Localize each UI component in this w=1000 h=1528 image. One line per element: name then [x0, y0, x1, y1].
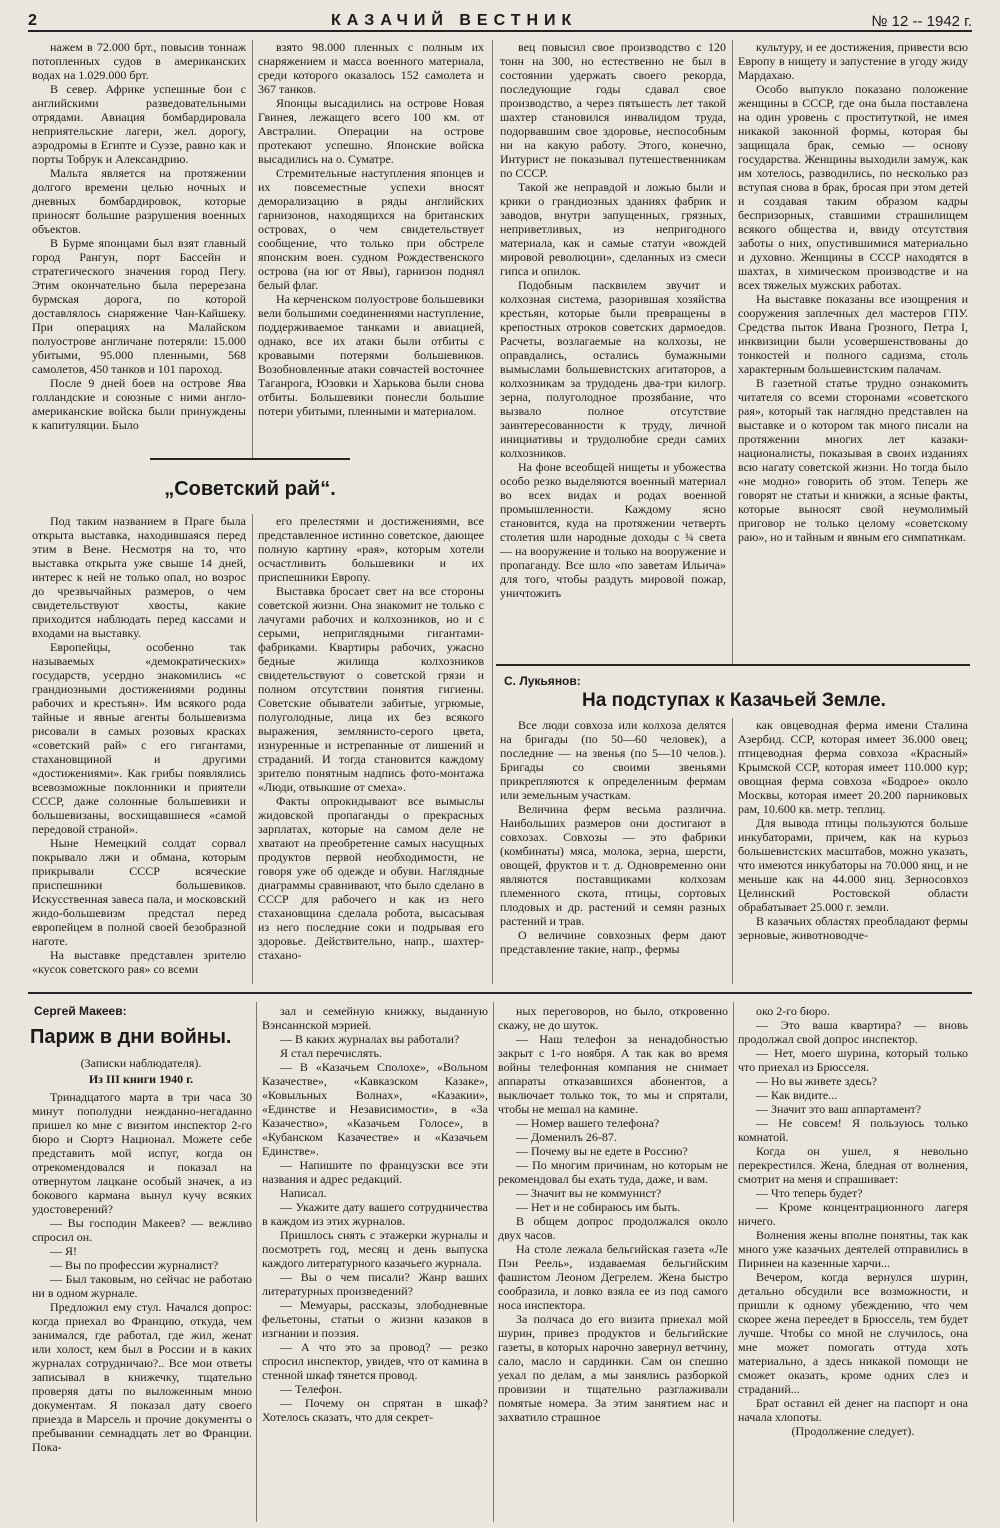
paragraph: — Вы господин Макеев? — вежливо спросил он.: [32, 1216, 252, 1244]
paragraph: вец повысил свое производство с 120 тонн на 300, но естественно не был в состоянии удержать своего рекорда, последующие годы сдавал свое производство, а через пятьшесть лет такой шахтер становился инвалидом труда, подорвавшим свое здоровье, неспособным ни на какую работу. Этого, конечно, Интурист не показывал путешественникам по СССР.: [500, 40, 726, 180]
paragraph: — Мемуары, рассказы, злободневные фельетоны, статьи о жизни казаков в изгнании и поэзия.: [262, 1298, 488, 1340]
paragraph: — В «Казачьем Сполохе», «Вольном Казачестве», «Кавказском Казаке», «Ковыльных Волнах», «Казакии», «Единстве и Независимости», в «За Казачество», «Казачьем Голосе», в «Кубанском Казачестве» и «Казачьем Единстве».: [262, 1060, 488, 1158]
paragraph: Волнения жены вполне понятны, так как много уже казачьих деятелей отправились в Пиринеи на казенные харчи...: [738, 1228, 968, 1270]
paragraph: — Кроме концентрационного лагеря ничего.: [738, 1200, 968, 1228]
parizh-col1: [32, 1090, 252, 1522]
paragraph: В север. Африке успешные бои с английскими разведовательными отрядами. Авиация бомбардировала неприятельские лагери, жел. дорогу, аэродромы в Египте и Суэзе, равно как и порты Тобрук и Александрию.: [32, 82, 246, 166]
paragraph: На керченском полуострове большевики вели большими соединениями наступление, поддерживаемое танками и авиацией, однако, все их атаки были отбиты с кровавыми потерями большевиков. Возобновленные атаки совчастей восточнее Таганрога, Юзовки и Харькова были снова отбиты. Большевики понесли большие потери убитыми, пленными и материалом.: [258, 292, 484, 418]
paragraph: — Почему вы не едете в Россию?: [516, 1144, 688, 1158]
top-article-col2: [258, 40, 484, 442]
paragraph: — Я!: [50, 1244, 77, 1258]
paragraph: Выставка бросает свет на все стороны советской жизни. Она знакомит не только с лачугами рабочих и колхозников, но и с серыми, неприглядными гигантами-фабриками. Квартиры рабочих, ужасно бедные жилища колхозников свидетельствуют о советской грязи и полном отсутствии понятия гигиены. Советские обыватели забитые, угрюмые, полуголодные, лица их без всякого выражения, землянисто-серого цвета, изнуренные и истрепанные от лишений и страданий. И тогда становится каждому зрителю понятным надпись фото-монтажа «Люди, отвыкшие от смеха».: [258, 584, 484, 794]
paragraph: Написал.: [280, 1186, 327, 1200]
column-rule: [733, 1002, 734, 1522]
paragraph: взято 98.000 пленных с полным их снаряжением и масса военного материала, среди которого оказалось 152 самолета и 367 танков.: [258, 40, 484, 96]
paragraph: — Это ваша квартира? — вновь продолжал свой допрос инспектор.: [738, 1018, 968, 1046]
column-rule: [732, 718, 733, 984]
paragraph: Когда он ушел, я невольно перекрестился. Жена, бледная от волнения, смотрит на меня и спрашивает:: [738, 1144, 968, 1186]
paragraph: — По многим причинам, но которым не рекомендовал бы ехать туда, даже, и вам.: [498, 1158, 728, 1186]
section-divider: [28, 992, 972, 994]
paragraph: За полчаса до его визита приехал мой шурин, привез продуктов и бельгийские газеты, в которых нарочно завернул ветчину, сало, масло и сардинки. Сам он спешно уехал по делам, а мы занялись разборкой провизии и тщательно разглаживали помятые номера. За этим занятием нас и захватило страшное: [498, 1312, 728, 1424]
paragraph-end-note: (Продолжение следует).: [791, 1424, 915, 1438]
paragraph: На выставке представлен зрителю «кусок советского рая» со всеми: [32, 948, 246, 976]
paragraph: Европейцы, особенно так называемых «демократических» государств, усердно знакомились «с грандиозными достижениями родины рабочих и крестьян». Им всякого рода тайные и явные агенты большевизма рисовали в самых розовых красках «советский рай» с его гигантами, стахановщиной и другими «достижениями». Как грибы появлялись всевозможные поклонники и приятели СССР, даже солонные большевики и большевизаны, восхищавшиеся «самой передовой страной».: [32, 640, 246, 836]
sovetsky-rai-col3: [500, 40, 726, 666]
paragraph: культуру, и ее достижения, привести всю Европу в нищету и запустение в угоду жиду Мардахаю.: [738, 40, 968, 82]
paragraph: Факты опрокидывают все вымыслы жидовской пропаганды о прекрасных зарплатах, которые на самом деле не хватают на преобретение самых насущных продуктов первой необходимости, не говоря уже об одежде и обуви. Наглядные диаграммы сравнивают, что было сделано в СССР для рабочего и как из него стахановщина сделала робота, высасывая из него последние соки и подрывая его здоровье. Действительно, напр., шахтер-стахано-: [258, 794, 484, 962]
book-note: Из III книги 1940 г.: [88, 1072, 194, 1086]
paragraph: В общем допрос продолжался около двух часов.: [498, 1214, 728, 1242]
paragraph: Величина ферм весьма различна. Наибольших размеров они достигают в совхозах. Совхозы — это фабрики (комбинаты) мяса, молока, зерна, шерсти, овощей, фруктов и т. д. Одновременно они являются поставщиками колхозам племенного скота, птицы, сортовых плодовых и др. растений и семян разных растений и трав.: [500, 802, 726, 928]
paragraph: Брат оставил ей денег на паспорт и она начала хлопоты.: [738, 1396, 968, 1424]
paragraph: зал и семейную книжку, выданную Вэнсаннской мэрией.: [262, 1004, 488, 1032]
section-divider: [150, 458, 350, 460]
sovetsky-rai-col2: [258, 514, 484, 982]
paragraph: Пришлось снять с этажерки журналы и посмотреть год, месяц и день выпуска каждого литературного казачьего журнала.: [262, 1228, 488, 1270]
paragraph: — Но вы живете здесь?: [756, 1074, 877, 1088]
paragraph: Я стал перечислять.: [280, 1046, 382, 1060]
paragraph: — Значит вы не коммунист?: [516, 1186, 662, 1200]
paragraph: — А что это за провод? — резко спросил инспектор, увидев, что от камина в стенной шкаф тянется провод.: [262, 1340, 488, 1382]
paragraph: Особо выпукло показано положение женщины в СССР, где она была поставлена на один уровень с проституткой, не имея никакой законной формы, которая бы защищала брак, семью — основу государства. Женщины выходили замуж, как им хотелось, разводились, по несколько раз вступая снова в брак, бросая при этом детей и создавая таким образом кадры беспризорных, ставшими страшилищем всякого общества и, ввиду отсутствия заботы о них, опустившимися материально и духовно. Женщины в СССР находятся в шахтах, в химическом производстве и на всех тяжелых мужских работах.: [738, 82, 968, 292]
column-rule: [252, 514, 253, 984]
paragraph: О величине совхозных ферм дают представление такие, напр., фермы: [500, 928, 726, 956]
paragraph: ных переговоров, но было, откровенно скажу, не до шуток.: [498, 1004, 728, 1032]
kazachya-zemlya-col2: [738, 718, 968, 984]
column-rule: [492, 40, 493, 984]
newspaper-title: КАЗАЧИЙ ВЕСТНИК: [330, 12, 578, 29]
paragraph: На фоне всеобщей нищеты и убожества особо резко выделяются военный материал во всех видах и родах военной промышленности. Каждому ясно становится, куда на протяжении четверть столетия шли народные доходы с ¾ света — на вооружение и только на вооружение и пропаганду. Все шло «по заветам Ильича» для того, чтобы раздуть мировой пожар, уничтожить: [500, 460, 726, 600]
paragraph: — Вы о чем писали? Жанр ваших литературных произведений?: [262, 1270, 488, 1298]
paragraph: Стремительные наступления японцев и их повсеместные успехи вносят деморализацию в ряды английских гарнизонов, находящихся на британских островах, о чем свидетельствует сообщение, что только при обстреле японским воен. судном Рождественского острова (на юг от Явы), гарнизон поднял белый флаг.: [258, 166, 484, 292]
paragraph: Под таким названием в Праге была открыта выставка, находившаяся перед этим в Вене. Несмотря на то, что выставка открыта уже свыше 14 дней, интерес к ней не только опал, но возрос до чрезвычайных размеров, о чем свидетельствуют хвосты, какие приходится наблюдать перед кассами и входами на выставку.: [32, 514, 246, 640]
paragraph: — Почему он спрятан в шкаф? Хотелось сказать, что для секрет-: [262, 1396, 488, 1424]
paragraph: — Номер вашего телефона?: [516, 1116, 660, 1130]
author-lukyanov: С. Лукьянов:: [504, 674, 581, 688]
paragraph: — Значит это ваш аппартамент?: [756, 1102, 922, 1116]
paragraph: В казачьих областях преобладают фермы зерновые, животноводче-: [738, 914, 968, 942]
paragraph: Подобным пасквилем звучит и колхозная система, разорившая хозяйства крестьян, которые были превращены в крепостных отроков советских дармоедов. Расчеты, возлагаемые на колхозы, не оправдались, остались бумажными вымыслами большевистских агитаторов, а колхозникам за трудодень два-три килогр. зерна, полуголодное прозябание, что вызвало полное отсутствие заинтересованности к труду, личной инициативы и трудолюбие среди самих колхозников.: [500, 278, 726, 460]
column-rule: [256, 1002, 257, 1522]
paragraph: На столе лежала бельгийская газета «Ле Пэи Реель», издаваемая бельгийским фашистом Леоном Дегрелем. Жена быстро сообразила, и ловко взяла ее из под самого носа инспектора.: [498, 1242, 728, 1312]
author-makeev: Сергей Макеев:: [34, 1004, 127, 1018]
page-number: 2: [28, 12, 37, 29]
kazachya-zemlya-col1: [500, 718, 726, 984]
parizh-col4: [738, 1004, 968, 1522]
paragraph: — Телефон.: [280, 1382, 342, 1396]
sovetsky-rai-col4: [738, 40, 968, 666]
parizh-col2: [262, 1004, 488, 1522]
article-subtitle: (Записки наблюдателя).: [80, 1056, 202, 1070]
paragraph: Мальта является на протяжении долгого времени целью ночных и дневных бомбардировок, которые приносят большие разрушения военных объектов.: [32, 166, 246, 236]
column-rule: [493, 1002, 494, 1522]
paragraph: — Напишите по французски все эти названия и адрес редакций.: [262, 1158, 488, 1186]
paragraph: Ныне Немецкий солдат сорвал покрывало лжи и обмана, которым прикрывали СССР всяческие приспешники большевиков. Искусственная завеса пала, и московский жидо-большевизм предстал перед европейцем в полной своей безобразной наготе.: [32, 836, 246, 948]
paragraph: Японцы высадились на острове Новая Гвинея, лежащего всего 100 км. от Австралии. Операции на острове протекают успешно. Японские войска высадились на о. Суматре.: [258, 96, 484, 166]
paragraph: На выставке показаны все изощрения и сооружения заплечных дел мастеров ГПУ. Средства пыток Ивана Грозного, Петра I, инквизиции были усовершенствованы до тонкостей и полного садизма, столь характерным большевистским палачам.: [738, 292, 968, 376]
paragraph: — Не совсем! Я пользуюсь только комнатой.: [738, 1116, 968, 1144]
paragraph: нажем в 72.000 брт., повысив тоннаж потопленных судов в американских водах на 1.029.000 брт.: [32, 40, 246, 82]
paragraph: — Наш телефон за ненадобностью закрыт с 1-го ноября. А так как во время войны телефонная компания не снимает аппараты отказавшихся абонентов, а выключает только ток, то мы и спрятали, чтобы не мешал на камине.: [498, 1032, 728, 1116]
paragraph: — Нет и не собираюсь им быть.: [516, 1200, 681, 1214]
top-article-col1: [32, 40, 246, 442]
page-header: [28, 8, 972, 32]
paragraph: После 9 дней боев на острове Ява голландские и союзные с ними англо-американские войска были принуждены к капитуляции. Было: [32, 376, 246, 432]
sovetsky-rai-col1: [32, 514, 246, 982]
paragraph: — Вы по профессии журналист?: [50, 1258, 219, 1272]
article-title-parizh: Париж в дни войны.: [30, 1026, 232, 1048]
paragraph: — Нет, моего шурина, который только что приехал из Брюсселя.: [738, 1046, 968, 1074]
paragraph: — Доменилъ 26-87.: [516, 1130, 617, 1144]
column-rule: [732, 40, 733, 664]
paragraph: — Что теперь будет?: [756, 1186, 863, 1200]
paragraph: — В каких журналах вы работали?: [280, 1032, 460, 1046]
column-rule: [252, 40, 253, 458]
issue-number: № 12 -- 1942 г.: [871, 13, 972, 30]
paragraph: Все люди совхоза или колхоза делятся на бригады (по 50—60 человек), а последние — на звенья (по 5—10 челов.). Бригады со своими звеньями прикрепляются к определенным фермам или земельным участкам.: [500, 718, 726, 802]
paragraph: — Был таковым, но сейчас не работаю ни в одном журнале.: [32, 1272, 252, 1300]
paragraph: — Укажите дату вашего сотрудничества в каждом из этих журналов.: [262, 1200, 488, 1228]
paragraph: В газетной статье трудно ознакомить читателя со всеми сторонами «советского рая», который так наглядно представлен на выставке и о котором так много писали на протяжении многих лет казаки-националисты, показывая в своих изданиях всю нагату советской жизни. Но тогда было «не модно» говорить об этом. Теперь же говорят не статьи и книжки, а ясные факты, которые выносят свой неумолимый приговор не только целому «советскому раю», но и тайным и явным его симпатикам.: [738, 376, 968, 544]
paragraph: — Как видите...: [756, 1088, 838, 1102]
paragraph: око 2-го бюро.: [756, 1004, 830, 1018]
section-divider: [496, 664, 970, 666]
paragraph: Такой же неправдой и ложью были и крики о грандиозных зданиях фабрик и заводов, внутри запущенных, грязных, неприветливых, из непригодного материала, как и самые статуи «вождей мировой революции», сделанных из смеси гипса и опилок.: [500, 180, 726, 278]
paragraph: его прелестями и достижениями, все представленное истинно советское, дающее полную картину «рая», которым хотели осчастливить большевики и их приспешники Европу.: [258, 514, 484, 584]
paragraph: В Бурме японцами был взят главный город Рангун, порт Бассейн и стратегического значения город Пегу. Этим окончательно была перерезана бурмская дорога, по которой доставлялось снаряжение Чан-Кайшеку. При операциях на Малайском полуострове англичане потеряли: 15.000 убитыми, 95.000 пленными, 568 самолетов, 450 танков и 101 пароход.: [32, 236, 246, 376]
paragraph: Тринадцатого марта в три часа 30 минут пополудни нежданно-негаданно пришел ко мне с визитом инспектор 2-го бюро и Сюртэ Национал. Можете себе представить мой испуг, когда он отрекомендовался и показал на отвернутом лацкане особый значек, а из бокового кармана вынул кучу всяких удостоверений?: [32, 1090, 252, 1216]
paragraph: Для вывода птицы пользуются больше инкубаторами, причем, как на курьоз большевистских масштабов, можно указать, что имеются инкубаторы на 70.000 яиц, и не меньше как на 44.000 яиц. Зерносовхоз Целинский Ростовской области обрабатывает 25.000 г. земли.: [738, 816, 968, 914]
paragraph: Предложил ему стул. Начался допрос: когда приехал во Францию, откуда, чем занимался, где работал, где жил, женат или холост, кем был в России и в каких журналах сотрудничаю?.. Все мои ответы записывал в книжечку, тщательно проверяя даты по выложенным мною документам. Я показал дату своего приезда в Марсель и прочие документы о пребывании семнадцать лет во Франции. Пока-: [32, 1300, 252, 1454]
article-title-sovetsky-rai: „Советский рай“.: [164, 478, 336, 500]
article-title-kazachya-zemlya: На подступах к Казачьей Земле.: [582, 690, 886, 711]
paragraph: как овцеводная ферма имени Сталина Азербид. ССР, которая имеет 36.000 овец; птицеводная ферма совхоза «Красный» Крымской ССР, которая имеет 110.000 кур; овощная ферма совхоза «Бодрое» около Москвы, которая имеет 20.200 парниковых рам, 10.600 кв. метр. теплиц.: [738, 718, 968, 816]
paragraph: Вечером, когда вернулся шурин, детально обсудили все возможности, и пришли к одному убеждению, что чем скорее жена переедет в Брюссель, тем будет лучше. Чтобы со мной не случилось, она мне может помогать оттуда хоть материально, а здесь никакой помощи не сможет оказать, кроме одних слез и страданий...: [738, 1270, 968, 1396]
parizh-col3: [498, 1004, 728, 1522]
